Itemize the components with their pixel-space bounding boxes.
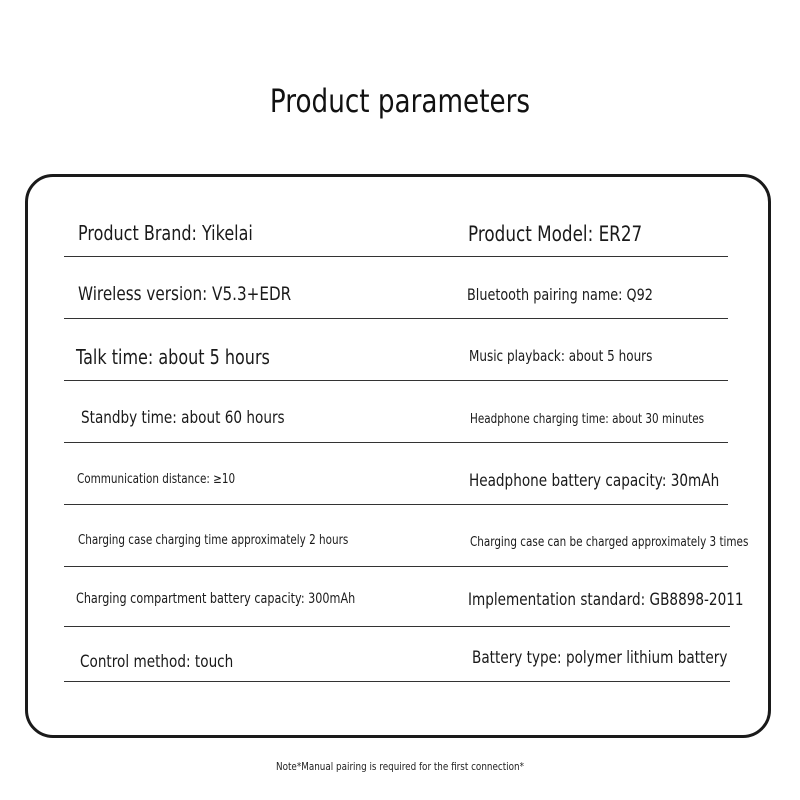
footnote: Note*Manual pairing is required for the first connection* (276, 760, 524, 773)
param-talk-time: Talk time: about 5 hours (76, 345, 270, 369)
param-compartment-battery-capacity: Charging compartment battery capacity: 300mAh (76, 591, 356, 607)
param-implementation-standard: Implementation standard: GB8898-2011 (468, 590, 744, 610)
row-divider (64, 442, 728, 443)
param-product-brand: Product Brand: Yikelai (78, 221, 253, 245)
row-divider (64, 566, 728, 567)
row-divider (64, 504, 728, 505)
param-control-method: Control method: touch (80, 652, 234, 672)
param-music-playback: Music playback: about 5 hours (469, 347, 653, 365)
row-divider (64, 256, 728, 257)
param-headphone-battery-capacity: Headphone battery capacity: 30mAh (469, 471, 720, 491)
param-case-charging-time: Charging case charging time approximately 2 hours (78, 533, 349, 548)
param-headphone-charging-time: Headphone charging time: about 30 minutes (470, 412, 705, 427)
param-battery-type: Battery type: polymer lithium battery (472, 648, 728, 668)
row-divider (64, 626, 730, 627)
page-title: Product parameters (269, 82, 531, 120)
row-divider (64, 318, 728, 319)
param-communication-distance: Communication distance: ≥10 (77, 472, 236, 487)
row-divider (64, 380, 728, 381)
row-divider (64, 681, 730, 682)
param-standby-time: Standby time: about 60 hours (81, 408, 285, 428)
param-case-charge-count: Charging case can be charged approximately 3 times (470, 535, 749, 550)
param-product-model: Product Model: ER27 (468, 222, 643, 246)
param-wireless-version: Wireless version: V5.3+EDR (78, 283, 292, 305)
param-bluetooth-pairing-name: Bluetooth pairing name: Q92 (467, 285, 653, 304)
